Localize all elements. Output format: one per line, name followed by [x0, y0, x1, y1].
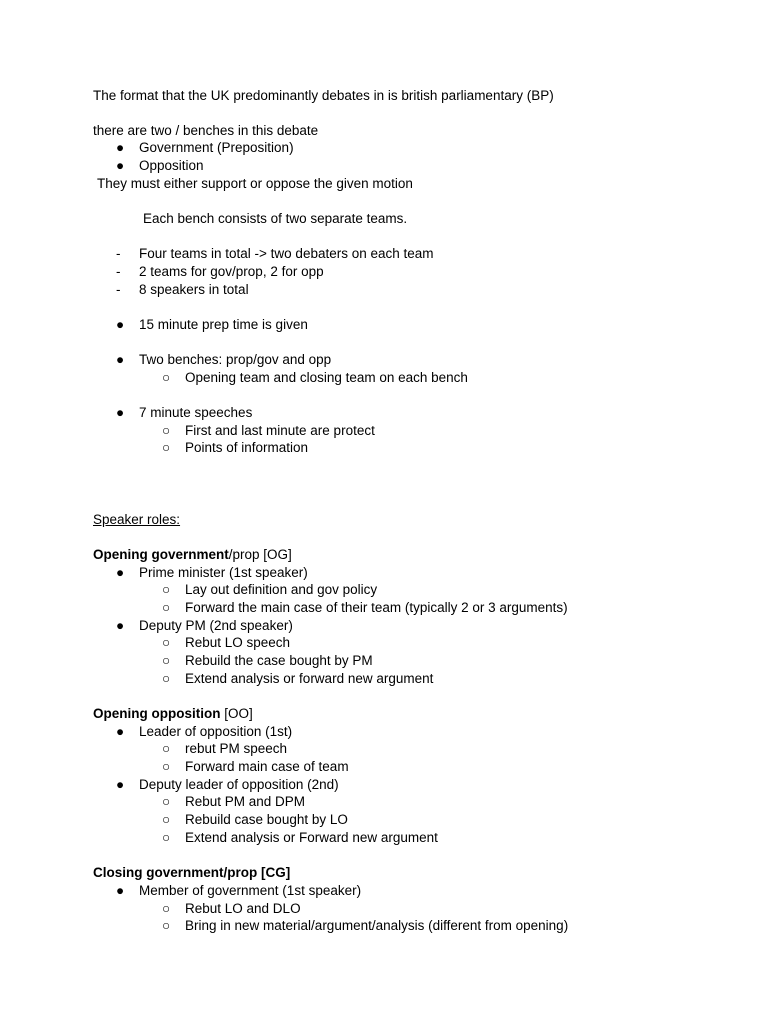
intro-format: The format that the UK predominantly debates in is british parliamentary (BP): [93, 88, 554, 103]
list-item: Government (Preposition): [139, 140, 294, 155]
cg-heading-bold: Closing government/prop [CG]: [93, 865, 291, 880]
circle-marker: ○: [162, 423, 171, 438]
list-item: Four teams in total -> two debaters on each team: [139, 246, 434, 261]
circle-marker: ○: [162, 741, 171, 756]
sub-list-item: Rebut LO and DLO: [185, 901, 301, 916]
og-heading-bold: Opening government: [93, 547, 229, 562]
bullet-marker: ●: [116, 724, 125, 739]
sub-list-item: First and last minute are protect: [185, 423, 375, 438]
list-item: Deputy PM (2nd speaker): [139, 618, 293, 633]
cg-heading: [93, 864, 290, 881]
list-item: 7 minute speeches: [139, 405, 253, 420]
circle-marker: ○: [162, 671, 171, 686]
circle-marker: ○: [162, 918, 171, 933]
list-item: Deputy leader of opposition (2nd): [139, 777, 339, 792]
bullet-marker: ●: [116, 140, 125, 155]
intro-support: They must either support or oppose the given motion: [97, 176, 413, 191]
list-item: Opposition: [139, 158, 204, 173]
list-item: 2 teams for gov/prop, 2 for opp: [139, 264, 324, 279]
circle-marker: ○: [162, 812, 171, 827]
sub-list-item: Extend analysis or Forward new argument: [185, 830, 438, 845]
circle-marker: ○: [162, 582, 171, 597]
sub-list-item: Extend analysis or forward new argument: [185, 671, 434, 686]
bullet-marker: ●: [116, 618, 125, 633]
oo-heading-bold: Opening opposition: [93, 706, 221, 721]
circle-marker: ○: [162, 759, 171, 774]
oo-heading-rest: [OO]: [220, 706, 253, 721]
og-heading-rest: /prop [OG]: [228, 547, 292, 562]
list-item: Leader of opposition (1st): [139, 724, 293, 739]
sub-list-item: Forward the main case of their team (typically 2 or 3 arguments): [185, 600, 568, 615]
bullet-marker: ●: [116, 777, 125, 792]
oo-heading: [93, 705, 253, 722]
sub-list-item: Bring in new material/argument/analysis (different from opening): [185, 918, 569, 933]
circle-marker: ○: [162, 794, 171, 809]
list-item: Prime minister (1st speaker): [139, 565, 308, 580]
sub-list-item: Rebut LO speech: [185, 635, 291, 650]
bullet-marker: ●: [116, 565, 125, 580]
intro-each-bench: Each bench consists of two separate teams.: [143, 211, 408, 226]
list-item: Member of government (1st speaker): [139, 883, 362, 898]
sub-list-item: Points of information: [185, 440, 309, 455]
dash-marker: -: [116, 282, 121, 297]
sub-list-item: Opening team and closing team on each bench: [185, 370, 468, 385]
list-item: 8 speakers in total: [139, 282, 249, 297]
list-item: Two benches: prop/gov and opp: [139, 352, 332, 367]
circle-marker: ○: [162, 370, 171, 385]
circle-marker: ○: [162, 600, 171, 615]
sub-list-item: Forward main case of team: [185, 759, 349, 774]
bullet-marker: ●: [116, 405, 125, 420]
intro-benches: there are two / benches in this debate: [93, 123, 319, 138]
bullet-marker: ●: [116, 883, 125, 898]
sub-list-item: Rebut PM and DPM: [185, 794, 306, 809]
bullet-marker: ●: [116, 158, 125, 173]
bullet-marker: ●: [116, 317, 125, 332]
speaker-roles-heading: Speaker roles:: [93, 512, 181, 527]
circle-marker: ○: [162, 635, 171, 650]
circle-marker: ○: [162, 653, 171, 668]
sub-list-item: rebut PM speech: [185, 741, 288, 756]
dash-marker: -: [116, 246, 121, 261]
og-heading: [93, 546, 292, 563]
dash-marker: -: [116, 264, 121, 279]
sub-list-item: Rebuild the case bought by PM: [185, 653, 373, 668]
bullet-marker: ●: [116, 352, 125, 367]
sub-list-item: Rebuild case bought by LO: [185, 812, 348, 827]
list-item: 15 minute prep time is given: [139, 317, 308, 332]
circle-marker: ○: [162, 830, 171, 845]
circle-marker: ○: [162, 440, 171, 455]
circle-marker: ○: [162, 901, 171, 916]
sub-list-item: Lay out definition and gov policy: [185, 582, 378, 597]
